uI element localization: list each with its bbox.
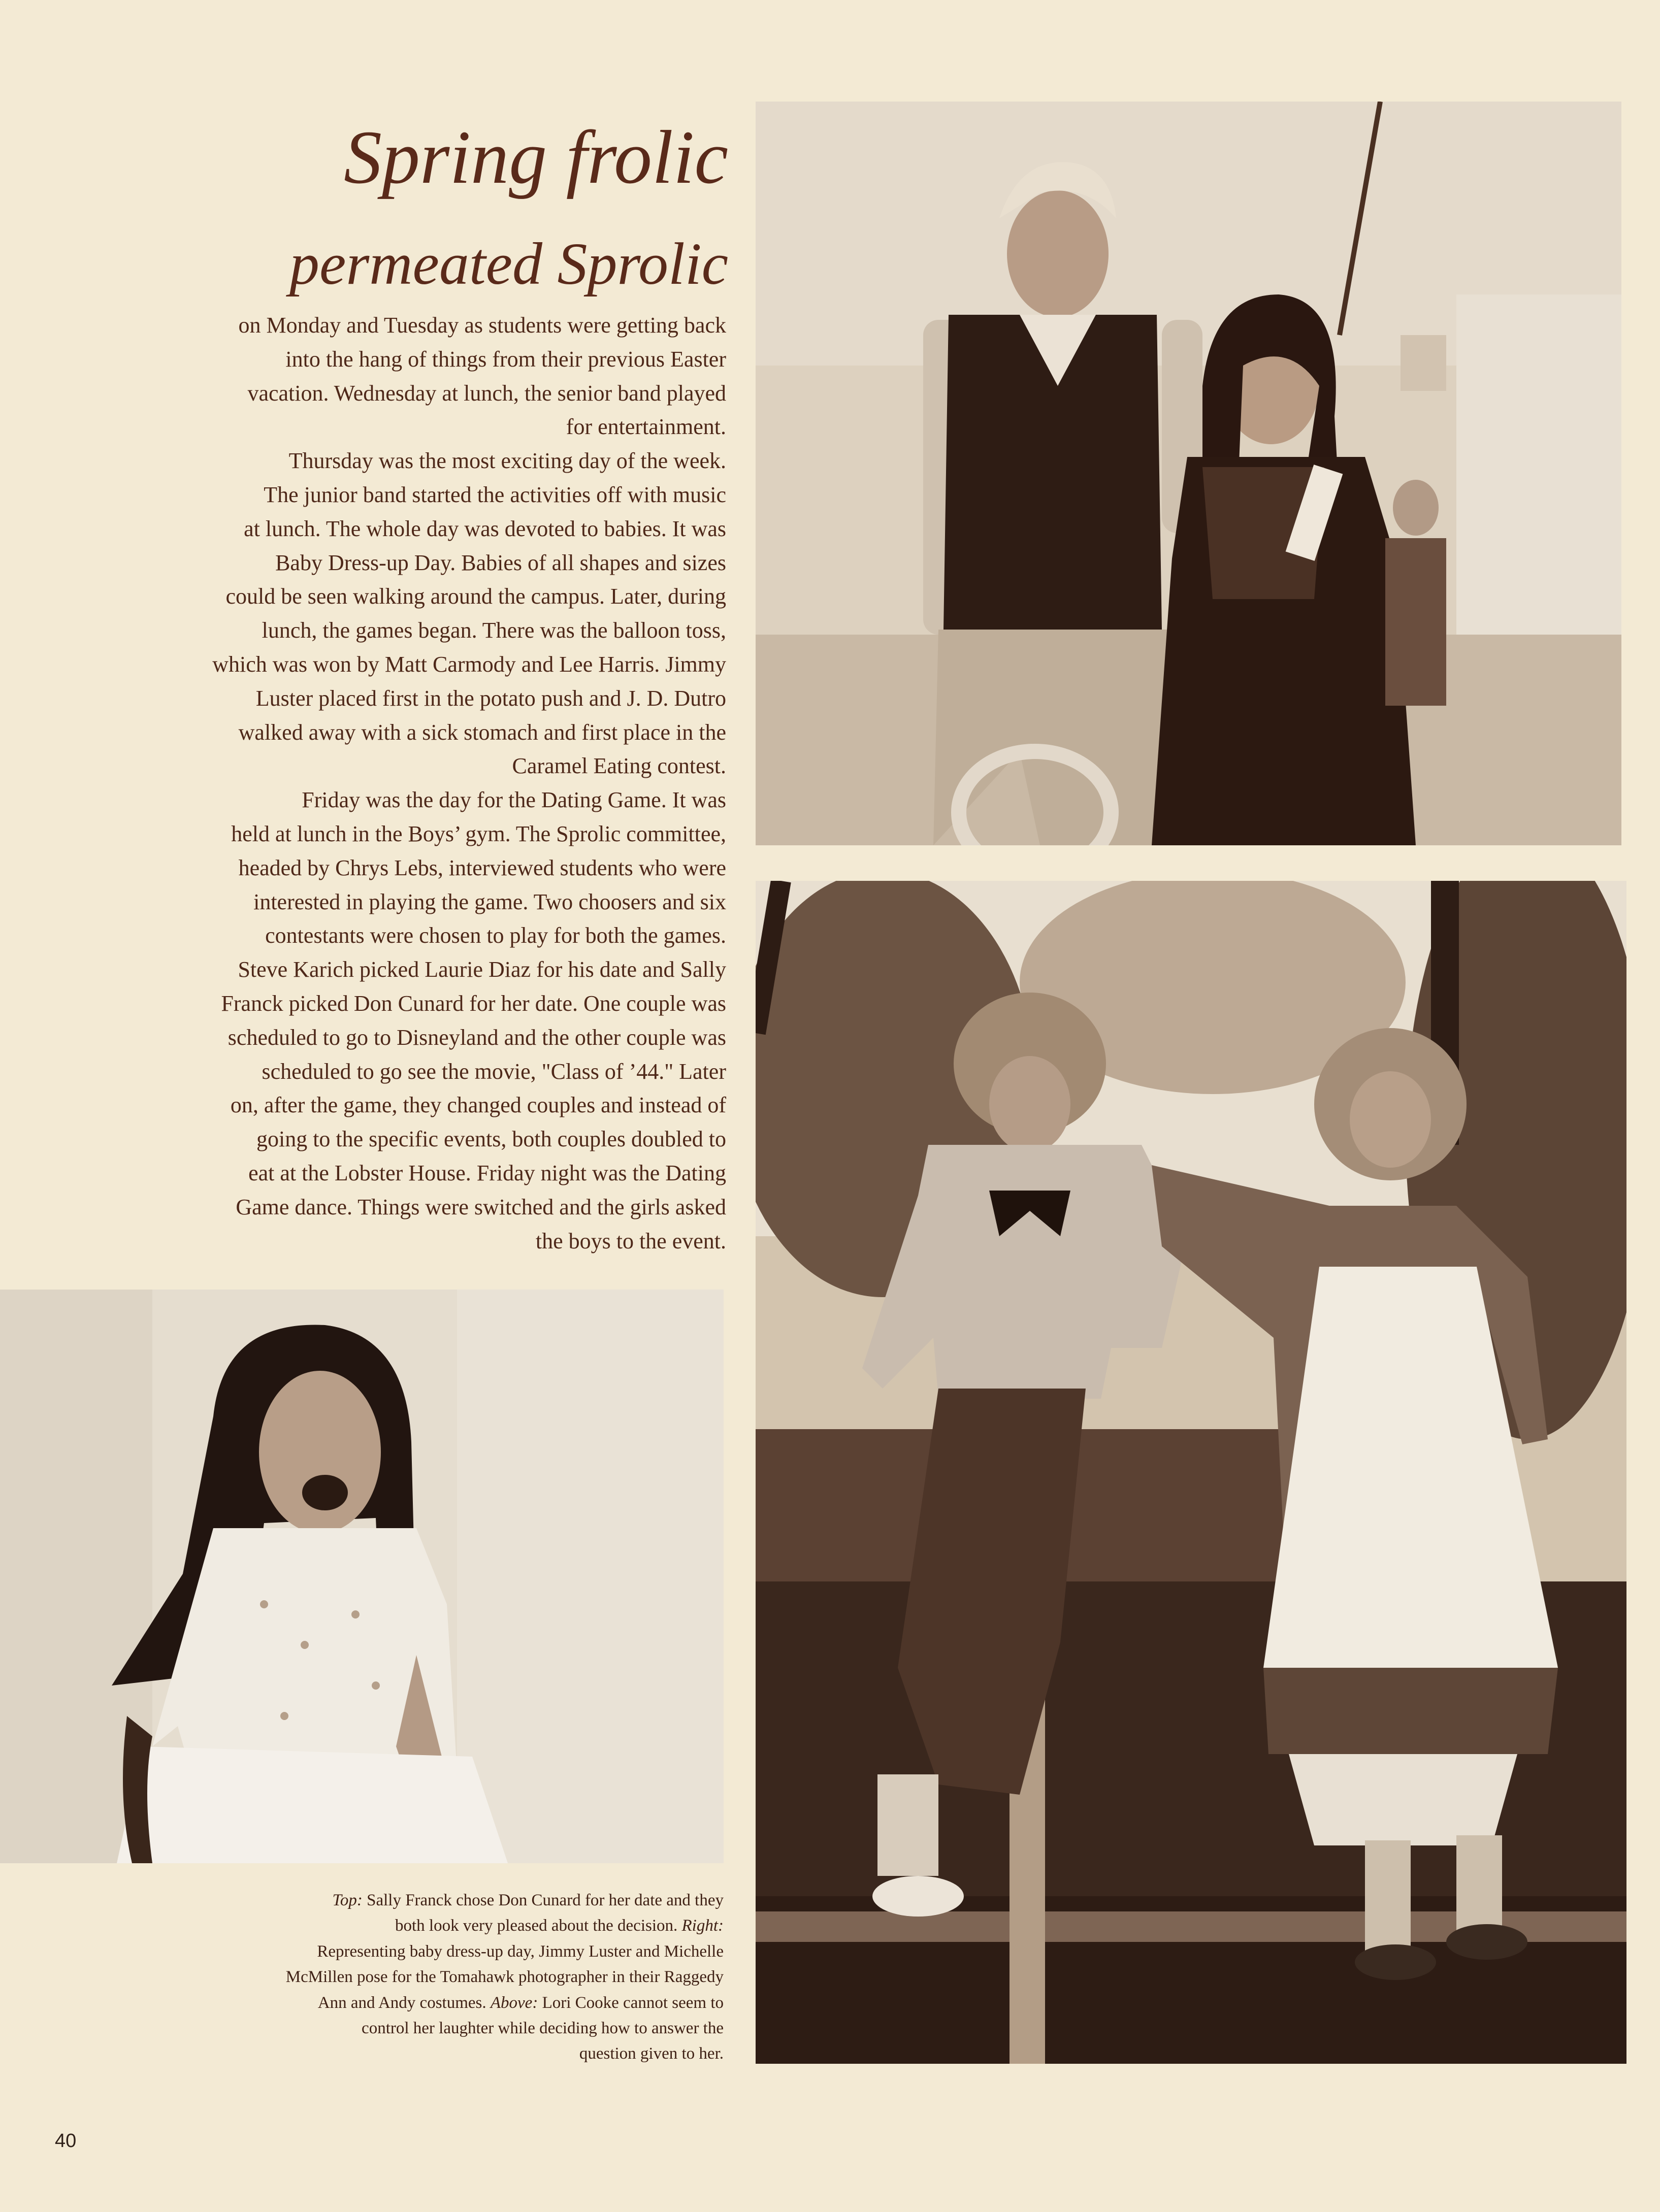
article-line: Friday was the day for the Dating Game. It was	[302, 787, 726, 813]
article-line: Franck picked Don Cunard for her date. One couple was	[221, 991, 726, 1016]
article-line: on, after the game, they changed couples and instead of	[230, 1093, 726, 1118]
caption-line: question given to her.	[579, 2044, 724, 2063]
headline-line-2: permeated Sprolic	[289, 230, 728, 297]
caption-line: control her laughter while deciding how to answer the	[362, 2019, 724, 2038]
caption-text: Ann and Andy costumes.	[317, 1993, 491, 2012]
article-line: eat at the Lobster House. Friday night was the Dating	[248, 1160, 726, 1185]
photo-right-raggedy-costumes	[756, 881, 1626, 2064]
article-line: interested in playing the game. Two choosers and six	[253, 889, 726, 914]
caption-label-top: Top:	[332, 1891, 363, 1909]
article-line: contestants were chosen to play for both the games.	[265, 923, 726, 948]
caption-label-above: Above:	[490, 1993, 538, 2012]
page-number: 40	[55, 2130, 77, 2152]
article-body	[112, 309, 726, 1258]
article-line: which was won by Matt Carmody and Lee Harris. Jimmy	[212, 651, 726, 677]
article-line: into the hang of things from their previous Easter	[285, 346, 726, 372]
article-line: Luster placed first in the potato push and J. D. Dutro	[255, 685, 726, 711]
article-line: walked away with a sick stomach and first place in the	[238, 719, 726, 745]
article-line: going to the specific events, both couples doubled to	[256, 1127, 726, 1152]
photo-top-couple	[756, 102, 1621, 845]
caption-line	[114, 1990, 724, 2016]
article-line: on Monday and Tuesday as students were getting back	[238, 313, 726, 338]
article-line: headed by Chrys Lebs, interviewed students who were	[238, 855, 726, 880]
article-line: scheduled to go see the movie, "Class of ’44." Later	[262, 1059, 726, 1084]
article-line: at lunch. The whole day was devoted to babies. It was	[244, 516, 726, 541]
article-line: Baby Dress-up Day. Babies of all shapes and sizes	[275, 550, 726, 575]
caption-text: both look very pleased about the decision.	[395, 1917, 682, 1935]
headline-line-1: Spring frolic	[344, 115, 728, 200]
caption-line	[114, 1913, 724, 1938]
caption-line: Representing baby dress-up day, Jimmy Luster and Michelle	[317, 1942, 724, 1961]
article-line: lunch, the games began. There was the balloon toss,	[262, 618, 726, 643]
article-line: Steve Karich picked Laurie Diaz for his date and Sally	[238, 957, 726, 982]
article-line: vacation. Wednesday at lunch, the senior band played	[247, 380, 726, 406]
caption-text: Lori Cooke cannot seem to	[538, 1993, 724, 2012]
article-line: could be seen walking around the campus. Later, during	[225, 584, 726, 609]
photo-above-laughing-girl	[0, 1290, 724, 1863]
article-line: for entertainment.	[566, 414, 726, 440]
article-line: held at lunch in the Boys’ gym. The Sprolic committee,	[231, 821, 726, 846]
caption-line	[114, 1888, 724, 1913]
photo-caption	[114, 1888, 724, 2067]
article-line: Thursday was the most exciting day of the week.	[288, 448, 726, 474]
caption-label-right: Right:	[681, 1917, 724, 1935]
caption-text: Sally Franck chose Don Cunard for her date and they	[362, 1891, 724, 1909]
article-line: the boys to the event.	[535, 1228, 726, 1253]
article-line: Game dance. Things were switched and the girls asked	[236, 1194, 726, 1219]
caption-line: McMillen pose for the Tomahawk photographer in their Raggedy	[285, 1968, 724, 1987]
article-line: Caramel Eating contest.	[512, 753, 726, 779]
article-line: scheduled to go to Disneyland and the other couple was	[227, 1025, 726, 1050]
article-line: The junior band started the activities off with music	[264, 482, 726, 507]
